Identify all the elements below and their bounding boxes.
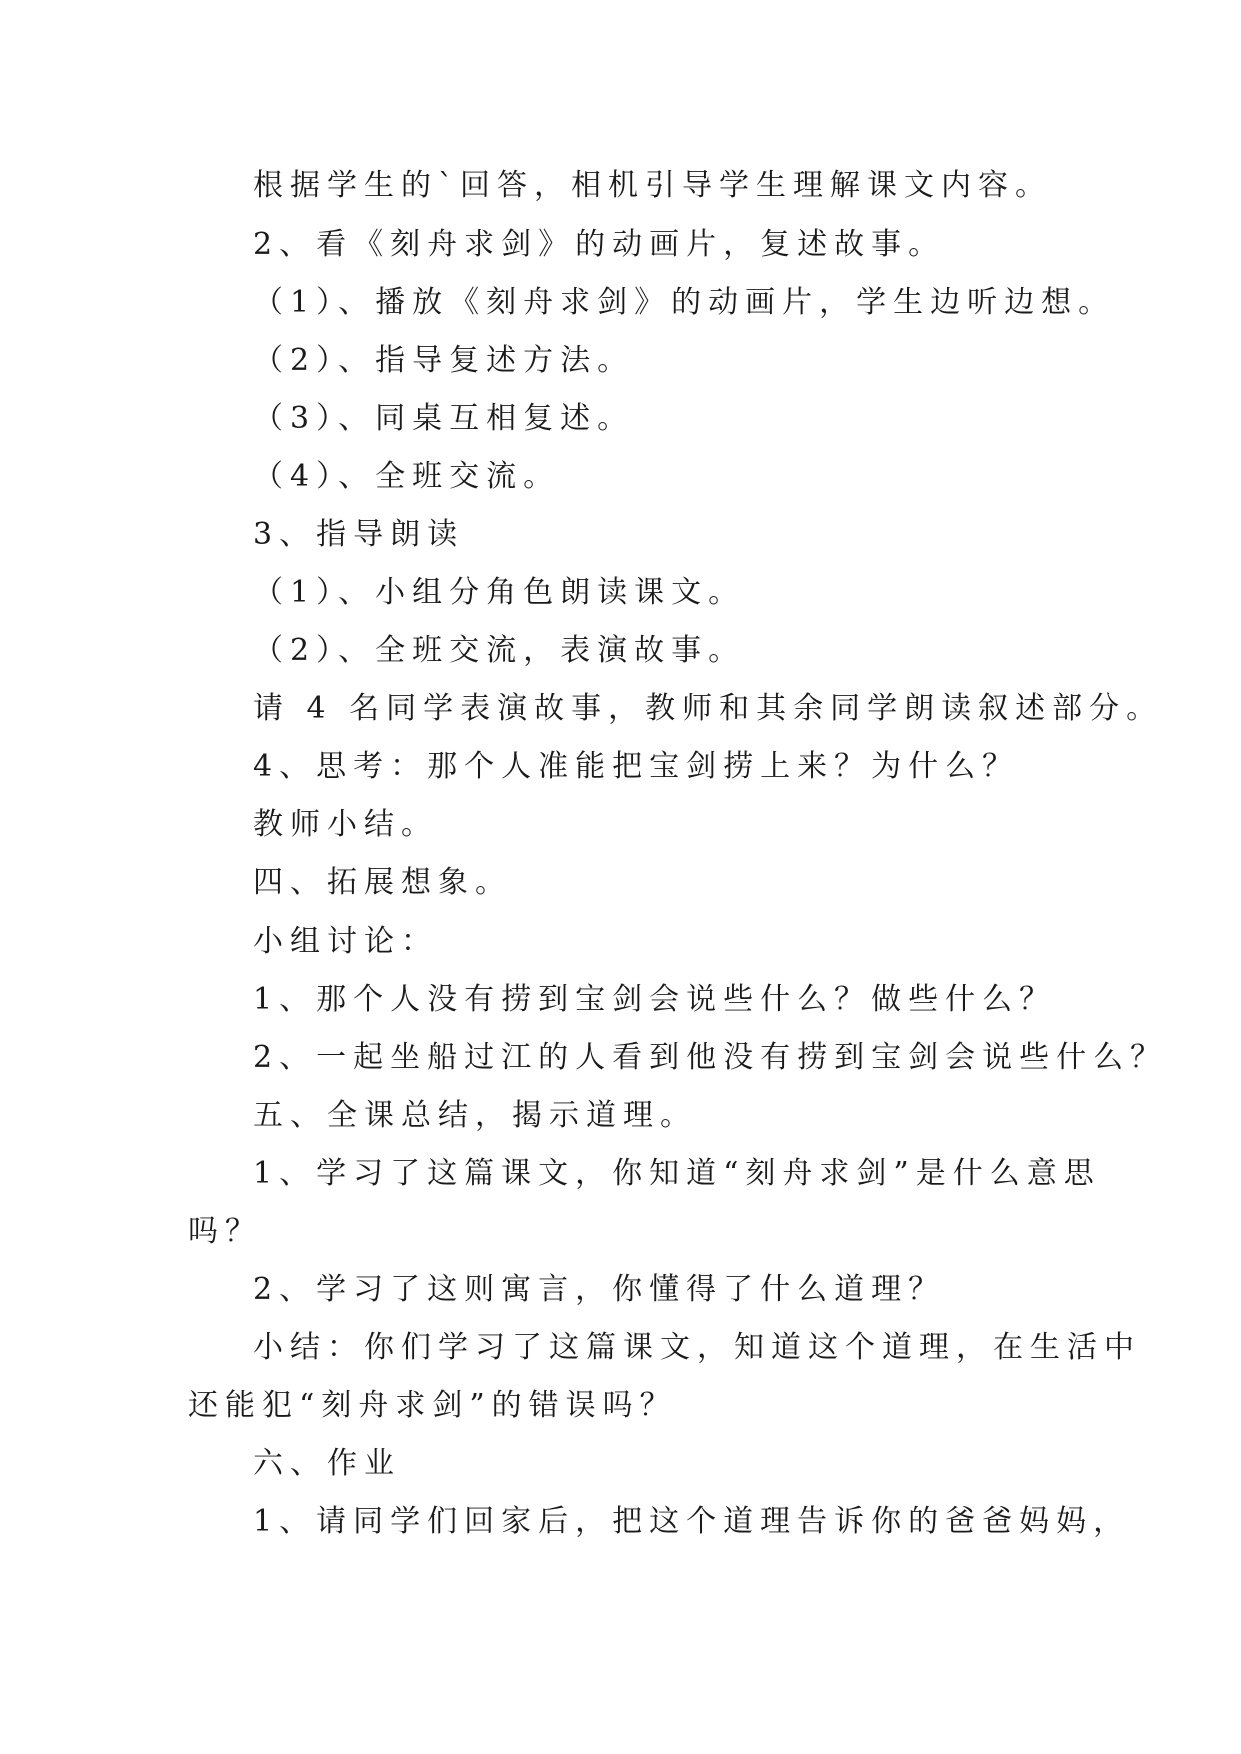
text-line: 根据学生的`回答，相机引导学生理解课文内容。 [253,168,1052,203]
section-heading: 四、拓展想象。 [253,865,512,900]
text-line: 教师小结。 [253,807,438,842]
text-line: 还能犯“刻舟求剑”的错误吗？ [188,1388,677,1423]
text-line: 4、思考：那个人准能把宝剑捞上来？为什么？ [253,749,1020,784]
text-line: 小组讨论： [253,924,438,959]
text-line: 2、一起坐船过江的人看到他没有捞到宝剑会说些什么？ [253,1040,1168,1075]
text-line: 小结：你们学习了这篇课文，知道这个道理，在生活中 [253,1330,1141,1365]
text-line: （4）、全班交流。 [253,459,561,494]
text-line: 1、那个人没有捞到宝剑会说些什么？做些什么？ [253,982,1057,1017]
text-line: （1）、播放《刻舟求剑》的动画片，学生边听边想。 [253,285,1116,320]
text-line: 2、看《刻舟求剑》的动画片，复述故事。 [253,227,946,262]
text-line: 请 4 名同学表演故事，教师和其余同学朗读叙述部分。 [253,691,1164,726]
text-line: （2）、全班交流，表演故事。 [253,633,746,668]
text-line: 1、请同学们回家后，把这个道理告诉你的爸爸妈妈， [253,1504,1131,1539]
text-line: （3）、同桌互相复述。 [253,401,635,436]
section-heading: 六、作业 [253,1446,401,1481]
text-line: 3、指导朗读 [253,517,465,552]
text-line: （1）、小组分角色朗读课文。 [253,575,746,610]
text-line: 1、学习了这篇课文，你知道“刻舟求剑”是什么意思 [253,1156,1101,1191]
text-line: （2）、指导复述方法。 [253,343,635,378]
text-line: 吗？ [188,1214,262,1249]
section-heading: 五、全课总结，揭示道理。 [253,1098,697,1133]
text-line: 2、学习了这则寓言，你懂得了什么道理？ [253,1272,946,1307]
